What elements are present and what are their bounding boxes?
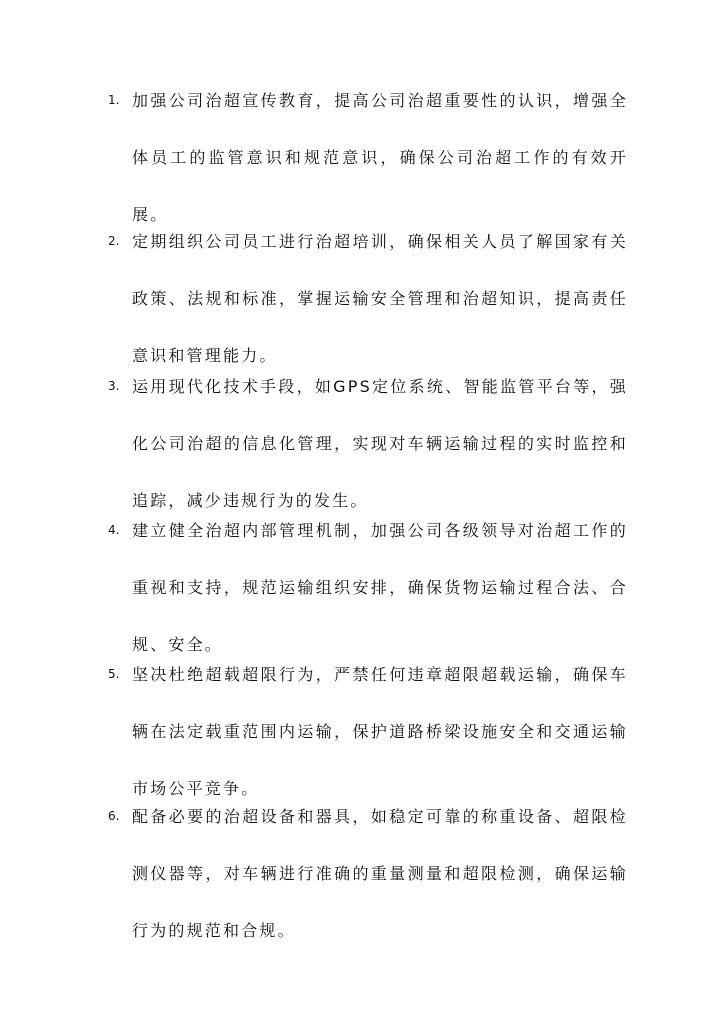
- list-item-text: 坚决杜绝超载超限行为，严禁任何违章超限超载运输，确保车辆在法定载重范围内运输，保护道路桥梁设施安全和交通运输市场公平竞争。: [132, 665, 628, 798]
- list-item-number: 6.: [108, 809, 120, 823]
- list-item-text: 配备必要的治超设备和器具，如稳定可靠的称重设备、超限检测仪器等，对车辆进行准确的重量测量和超限检测，确保运输行为的规范和合规。: [132, 807, 628, 940]
- list-item-text: 定期组织公司员工进行治超培训，确保相关人员了解国家有关政策、法规和标准，掌握运输安全管理和治超知识，提高责任意识和管理能力。: [132, 232, 628, 365]
- list-item-text: 加强公司治超宣传教育，提高公司治超重要性的认识，增强全体员工的监管意识和规范意识，确保公司治超工作的有效开展。: [132, 91, 628, 224]
- list-item-text: 运用现代化技术手段，如GPS定位系统、智能监管平台等，强化公司治超的信息化管理，实现对车辆运输过程的实时监控和追踪，减少违规行为的发生。: [132, 377, 628, 510]
- list-item-number: 5.: [108, 667, 120, 681]
- list-item-text: 建立健全治超内部管理机制，加强公司各级领导对治超工作的重视和支持，规范运输组织安排，确保货物运输过程合法、合规、安全。: [132, 521, 628, 654]
- list-item-number: 4.: [108, 523, 120, 537]
- list-item-number: 1.: [108, 93, 120, 107]
- list-item-number: 3.: [108, 379, 120, 393]
- list-item-number: 2.: [108, 234, 120, 248]
